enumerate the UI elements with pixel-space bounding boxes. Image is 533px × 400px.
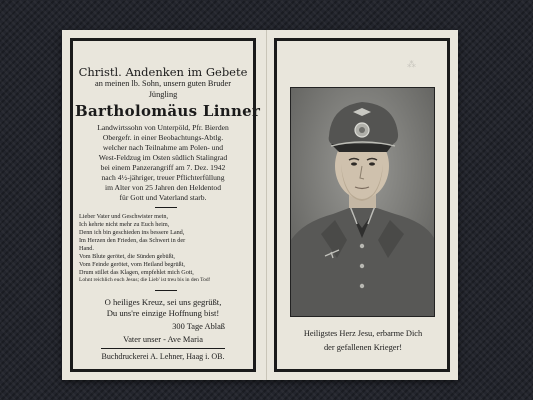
verse-line: Denn ich bin geschieden ins bessere Land, [79, 229, 185, 236]
separator-rule [101, 348, 225, 349]
prayer-line: O heiliges Kreuz, sei uns gegrüßt, [104, 297, 222, 307]
verse-line: Lohnt reichlich euch Jesus; die Lieb' ist treu bis in den Tod! [79, 277, 211, 283]
verse-line: Vom Blute gerötet, die Sünden gebüßt, [79, 253, 175, 260]
separator-rule [155, 207, 177, 208]
caption-line: der gefallenen Krieger! [323, 343, 403, 352]
bio-line: im Alter von 25 Jahren den Heldentod [105, 183, 221, 192]
prayers-label: Vater unser - Ave Maria [123, 335, 203, 344]
photo-panel [274, 38, 450, 372]
text-panel [70, 38, 261, 372]
card-heading: Christl. Andenken im Gebete [78, 65, 248, 79]
soldier-portrait [290, 87, 435, 317]
prayer-line: Du uns're einzige Hoffnung bist! [106, 308, 220, 318]
card-fold [266, 30, 267, 380]
bio-line: nach 4½-jähriger, treuer Pflichterfüllung [101, 173, 225, 182]
verse-line: Drum stillet das Klagen, empfehlet mich Gott, [79, 269, 194, 276]
verse-line: Ich kehrte nicht mehr zu Euch heim, [79, 221, 170, 228]
verse-line: Lieber Vater und Geschwister mein, [79, 213, 169, 220]
separator-rule [155, 290, 177, 291]
bio-line: West-Feldzug im Osten südlich Stalingrad [98, 153, 228, 162]
bio-line: Landwirtssohn von Unterpöld, Pfr. Bierden [97, 123, 229, 132]
intro-line-1: an meinen lb. Sohn, unsern guten Bruder [95, 79, 231, 88]
deceased-name: Bartholomäus Linner [75, 102, 261, 120]
paper-watermark: ⁂ [407, 59, 416, 69]
caption-line: Heiligstes Herz Jesu, erbarme Dich [303, 329, 423, 338]
bio-line: Obergefr. in einer Beobachtungs-Abtlg. [102, 133, 224, 142]
verse-line: Vom Feinde gerötet, vom Heiland begrüßt, [79, 261, 185, 268]
verse-line: Hand. [79, 245, 94, 252]
bio-line: welcher nach Teilnahme am Polen- und [102, 143, 224, 152]
verse-line: Im Herzen den Frieden, das Schwert in der [79, 237, 186, 244]
intro-line-2: Jüngling [148, 90, 178, 99]
indulgence: 300 Tage Ablaß [172, 322, 225, 331]
bio-line: bei einem Panzerangriff am 7. Dez. 1942 [100, 163, 226, 172]
memorial-card [62, 30, 458, 380]
bio-line: für Gott und Vaterland starb. [119, 193, 207, 202]
printer-credit: Buchdruckerei A. Lehner, Haag i. OB. [101, 352, 225, 361]
